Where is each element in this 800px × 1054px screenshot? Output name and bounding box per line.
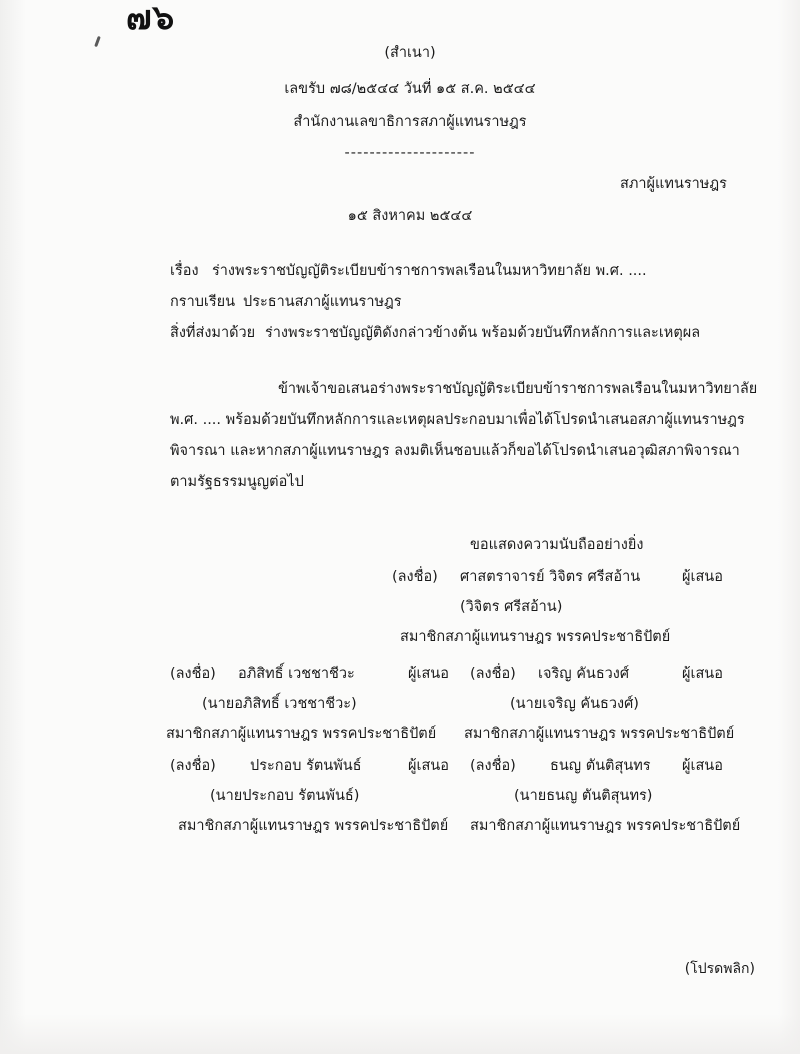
place-line: สภาผู้แทนราษฎร [620, 176, 727, 192]
proposer-label-4: ผู้เสนอ [408, 758, 449, 774]
signatory-name-1: ศาสตราจารย์ วิจิตร ศรีสอ้าน [460, 569, 641, 585]
closing-line: ขอแสดงความนับถืออย่างยิ่ง [470, 537, 644, 553]
signatory-affiliation-4: สมาชิกสภาผู้แทนราษฎร พรรคประชาธิปัตย์ [178, 818, 449, 834]
receipt-line: เลขรับ ๗๘/๒๕๔๔ วันที่ ๑๕ ส.ค. ๒๕๔๔ [284, 81, 536, 97]
body-line-2: พ.ศ. .... พร้อมด้วยบันทึกหลักการและเหตุผลประกอบมาเพื่อได้โปรดนำเสนอสภาผู้แทนราษฎร [170, 412, 745, 428]
footer-note: (โปรดพลิก) [684, 961, 755, 977]
header-divider: --------------------- [344, 145, 476, 161]
signature-label-2: (ลงชื่อ) [170, 666, 216, 682]
proposer-label-3: ผู้เสนอ [682, 666, 723, 682]
signatory-name-4: ประกอบ รัตนพันธ์ [250, 758, 362, 774]
signature-label-5: (ลงชื่อ) [470, 758, 516, 774]
signature-label-4: (ลงชื่อ) [170, 758, 216, 774]
copy-label: (สำเนา) [384, 45, 436, 61]
signatory-name-5: ธนญ ตันติสุนทร [550, 758, 651, 774]
office-name: สำนักงานเลขาธิการสภาผู้แทนราษฎร [293, 114, 527, 130]
scan-edge-shadow-bottom [0, 1014, 800, 1054]
subject-label: เรื่อง [170, 263, 199, 279]
signatory-affiliation-3: สมาชิกสภาผู้แทนราษฎร พรรคประชาธิปัตย์ [464, 726, 735, 742]
attachment-label: สิ่งที่ส่งมาด้วย [170, 325, 256, 341]
signatory-name-paren-2: (นายอภิสิทธิ์ เวชชาชีวะ) [202, 696, 357, 712]
signature-label-1: (ลงชื่อ) [392, 569, 438, 585]
signatory-affiliation-5: สมาชิกสภาผู้แทนราษฎร พรรคประชาธิปัตย์ [470, 818, 741, 834]
signatory-affiliation-1: สมาชิกสภาผู้แทนราษฎร พรรคประชาธิปัตย์ [400, 629, 671, 645]
signatory-name-2: อภิสิทธิ์ เวชชาชีวะ [238, 666, 355, 682]
addressee-label: กราบเรียน [170, 294, 236, 310]
signatory-name-3: เจริญ คันธวงศ์ [538, 666, 630, 682]
handwritten-page-number: ๗๖ [126, 0, 176, 38]
date-line: ๑๕ สิงหาคม ๒๕๔๔ [347, 208, 473, 224]
attachment-text: ร่างพระราชบัญญัติดังกล่าวข้างต้น พร้อมด้วยบันทึกหลักการและเหตุผล [265, 325, 701, 341]
signature-label-3: (ลงชื่อ) [470, 666, 516, 682]
addressee-text: ประธานสภาผู้แทนราษฎร [243, 294, 402, 310]
body-line-3: พิจารณา และหากสภาผู้แทนราษฎร ลงมติเห็นชอบแล้วก็ขอได้โปรดนำเสนอวุฒิสภาพิจารณา [170, 443, 740, 459]
signatory-name-paren-3: (นายเจริญ คันธวงศ์) [510, 696, 639, 712]
signatory-name-paren-5: (นายธนญ ตันติสุนทร) [514, 788, 653, 804]
signatory-name-paren-4: (นายประกอบ รัตนพันธ์) [210, 788, 360, 804]
scan-edge-shadow-left [0, 0, 26, 1054]
signatory-name-paren-1: (วิจิตร ศรีสอ้าน) [460, 599, 563, 615]
proposer-label-2: ผู้เสนอ [408, 666, 449, 682]
proposer-label-1: ผู้เสนอ [682, 569, 723, 585]
signatory-affiliation-2: สมาชิกสภาผู้แทนราษฎร พรรคประชาธิปัตย์ [166, 726, 437, 742]
subject-text: ร่างพระราชบัญญัติระเบียบข้าราชการพลเรือนในมหาวิทยาลัย พ.ศ. .... [212, 263, 647, 279]
proposer-label-5: ผู้เสนอ [682, 758, 723, 774]
scan-edge-shadow-right [778, 0, 800, 1054]
body-line-4: ตามรัฐธรรมนูญต่อไป [170, 474, 304, 490]
body-line-1: ข้าพเจ้าขอเสนอร่างพระราชบัญญัติระเบียบข้าราชการพลเรือนในมหาวิทยาลัย [278, 381, 758, 397]
